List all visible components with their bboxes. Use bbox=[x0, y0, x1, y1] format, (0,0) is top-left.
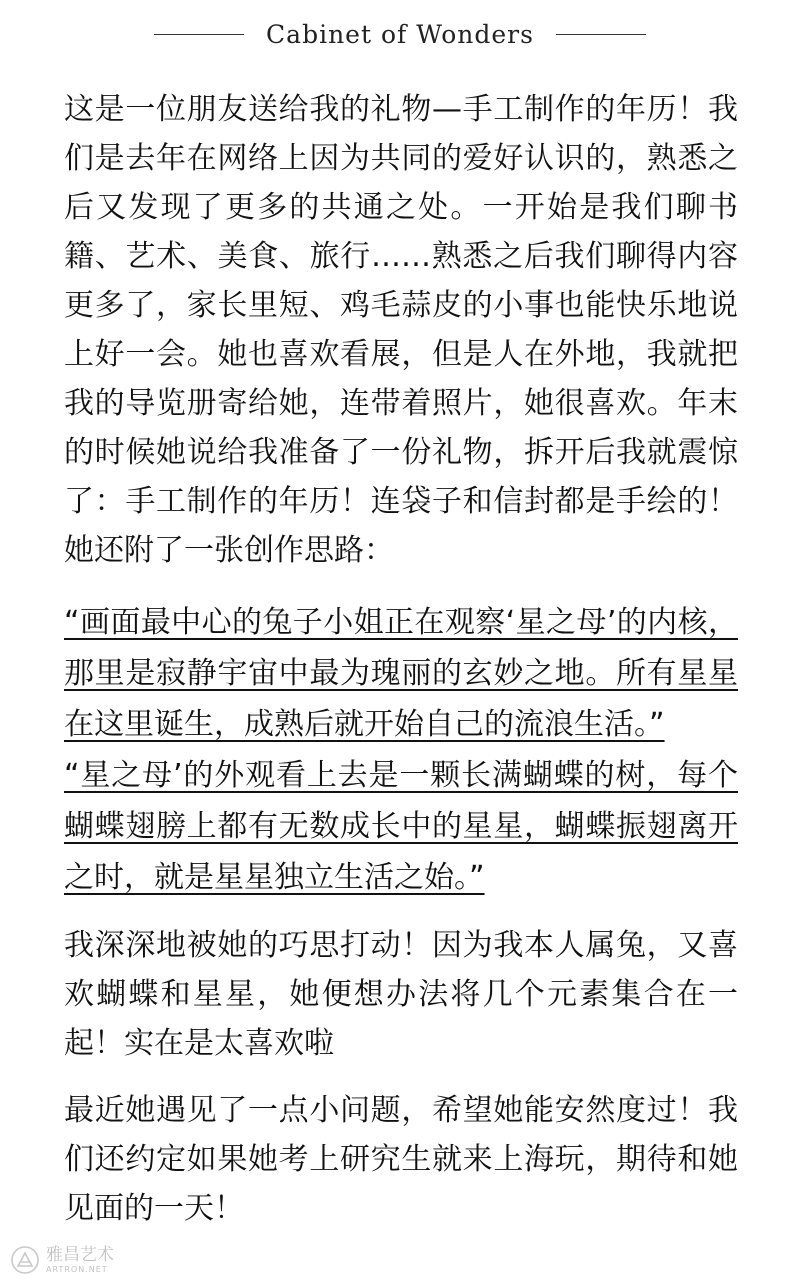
header-rule-left bbox=[154, 34, 244, 35]
artron-logo-icon bbox=[10, 1245, 40, 1275]
article-body bbox=[64, 85, 738, 1233]
creative-notes-quote bbox=[64, 597, 738, 903]
quote-line-1: “画面最中心的兔子小姐正在观察‘星之母’的内核，那里是寂静宇宙中最为瑰丽的玄妙之地。所有星星在这里诞生，成熟后就开始自己的流浪生活。” bbox=[64, 605, 738, 742]
reaction-paragraph: 我深深地被她的巧思打动！因为我本人属兔，又喜欢蝴蝶和星星，她便想办法将几个元素集合在一起！实在是太喜欢啦 bbox=[64, 928, 738, 1061]
closing-paragraph: 最近她遇见了一点小问题，希望她能安然度过！我们还约定如果她考上研究生就来上海玩，期待和她见面的一天！ bbox=[64, 1093, 738, 1226]
page-title: Cabinet of Wonders bbox=[266, 19, 534, 49]
watermark-text-cn: 雅昌艺术 bbox=[46, 1244, 114, 1265]
watermark bbox=[10, 1245, 114, 1275]
quote-line-2: “星之母’的外观看上去是一颗长满蝴蝶的树，每个蝴蝶翅膀上都有无数成长中的星星，蝴蝶振翅离开之时，就是星星独立生活之始。” bbox=[64, 758, 738, 895]
watermark-text-en: ARTRON.NET bbox=[46, 1264, 108, 1274]
header-rule-right bbox=[556, 34, 646, 35]
page-header bbox=[0, 14, 800, 54]
intro-paragraph: 这是一位朋友送给我的礼物—手工制作的年历！我们是去年在网络上因为共同的爱好认识的，熟悉之后又发现了更多的共通之处。一开始是我们聊书籍、艺术、美食、旅行……熟悉之后我们聊得内容更多了，家长里短、鸡毛蒜皮的小事也能快乐地说上好一会。她也喜欢看展，但是人在外地，我就把我的导览册寄给她，连带着照片，她很喜欢。年末的时候她说给我准备了一份礼物，拆开后我就震惊了：手工制作的年历！连袋子和信封都是手绘的！她还附了一张创作思路： bbox=[64, 92, 738, 568]
